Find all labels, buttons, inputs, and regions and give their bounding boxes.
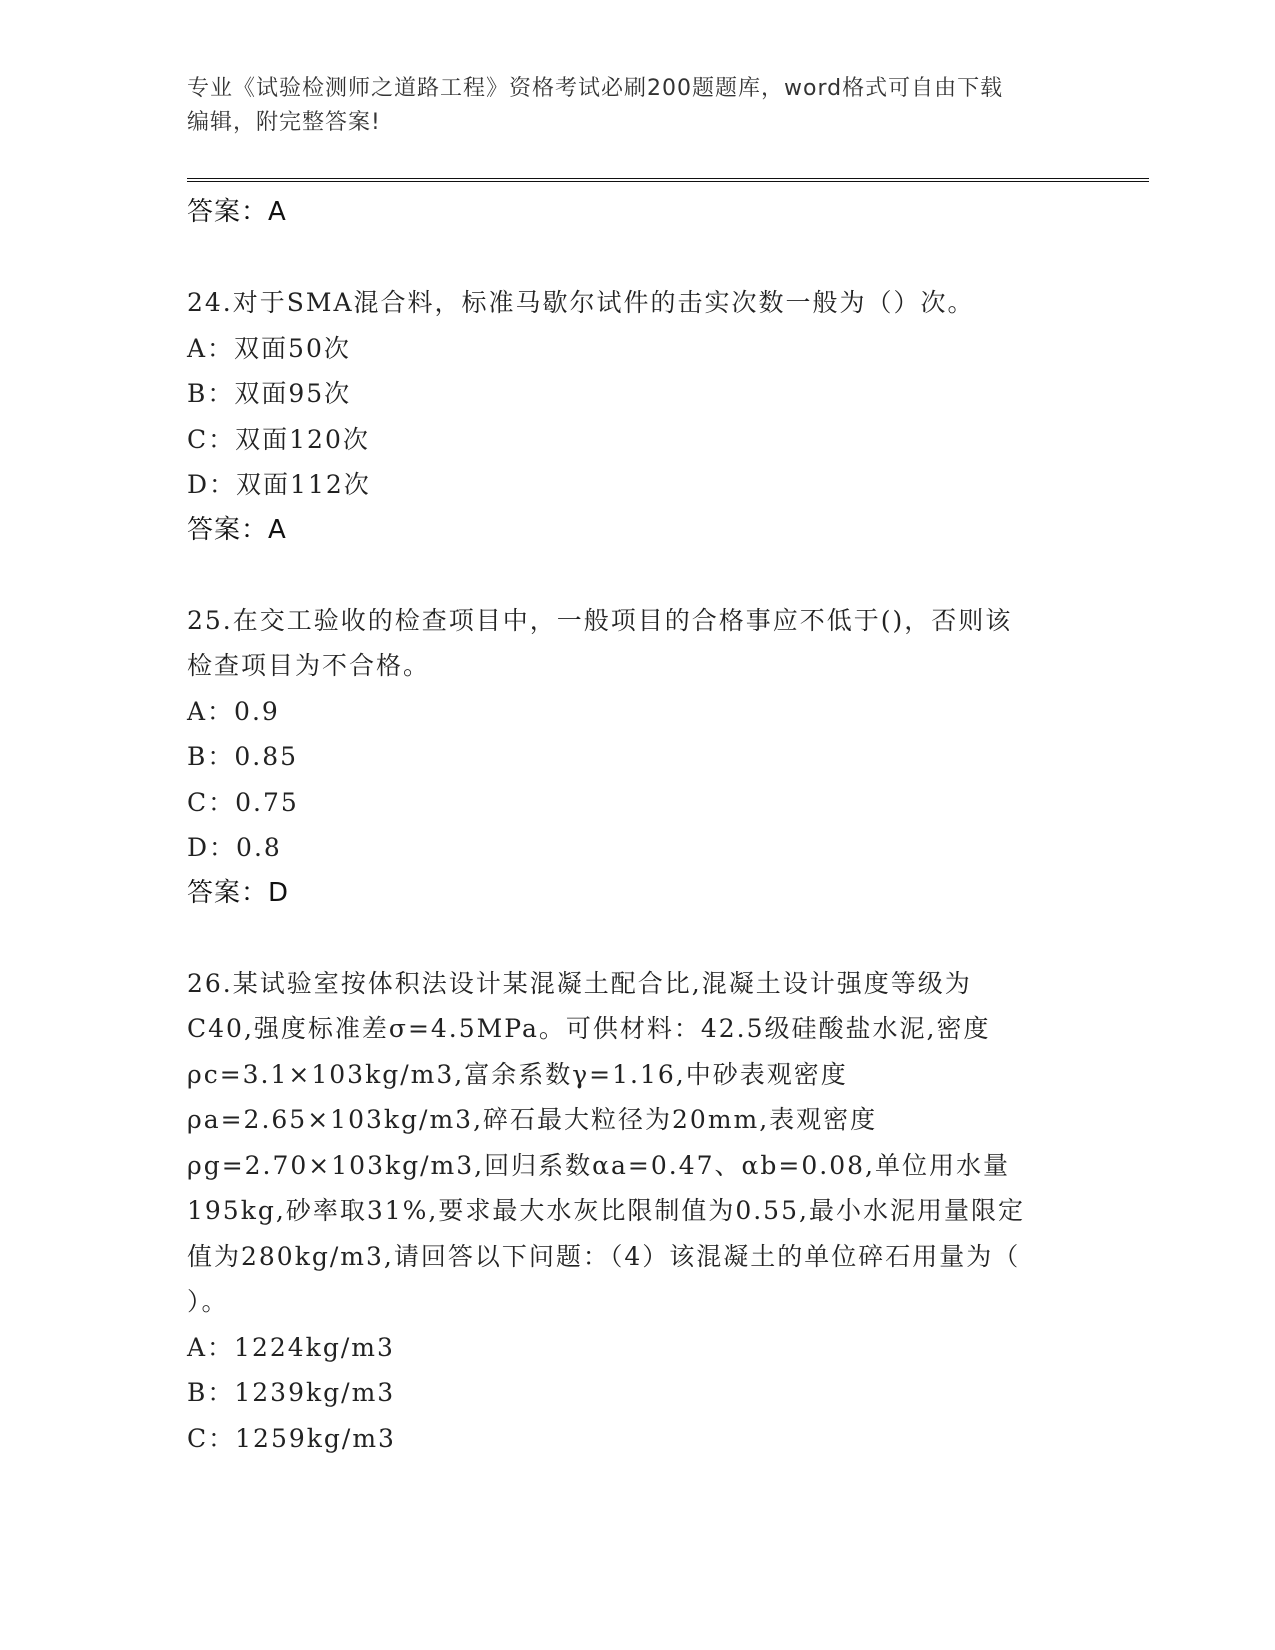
header-line-2: 编辑，附完整答案! [187, 110, 381, 135]
option-a: A：双面50次 [187, 333, 351, 363]
question-text: 25.在交工验收的检查项目中，一般项目的合格事应不低于()，否则该 [187, 605, 1013, 635]
question-text: 195kg,砂率取31%,要求最大水灰比限制值为0.55,最小水泥用量限定 [187, 1196, 1025, 1225]
question-block [187, 598, 1087, 915]
option-c: C：1259kg/m3 [187, 1423, 396, 1453]
page-header [187, 72, 1067, 140]
header-double-rule [187, 178, 1149, 182]
previous-answer: 答案：A [187, 197, 287, 227]
option-c: C：双面120次 [187, 424, 370, 454]
question-text: 24.对于SMA混合料，标准马歇尔试件的击实次数一般为（）次。 [187, 288, 975, 317]
option-d: D：双面112次 [187, 470, 371, 499]
question-text: 检查项目为不合格。 [187, 651, 431, 680]
spacer [187, 234, 1087, 280]
question-text: ρa=2.65×103kg/m3,碎石最大粒径为20mm,表观密度 [187, 1105, 878, 1134]
question-block [187, 961, 1087, 1462]
question-text: ）。 [187, 1287, 229, 1316]
header-line-1: 专业《试验检测师之道路工程》资格考试必刷200题题库，word格式可自由下载 [187, 76, 1004, 101]
spacer [187, 552, 1087, 598]
answer-line: 答案：A [187, 514, 287, 545]
option-b: B：1239kg/m3 [187, 1378, 396, 1407]
question-text: C40,强度标准差σ=4.5MPa。可供材料：42.5级硅酸盐水泥,密度 [187, 1014, 991, 1043]
question-text: ρc=3.1×103kg/m3,富余系数γ=1.16,中砂表观密度 [187, 1059, 848, 1089]
spacer [187, 915, 1087, 961]
option-d: D：0.8 [187, 833, 282, 862]
option-b: B：双面95次 [187, 379, 352, 408]
question-text: 值为280kg/m3,请回答以下问题：（4）该混凝土的单位碎石用量为（ [187, 1241, 1021, 1271]
option-a: A：1224kg/m3 [187, 1332, 395, 1362]
option-a: A：0.9 [187, 696, 280, 726]
question-text: ρg=2.70×103kg/m3,回归系数αa=0.47、αb=0.08,单位用水量 [187, 1150, 1010, 1180]
question-text: 26.某试验室按体积法设计某混凝土配合比,混凝土设计强度等级为 [187, 968, 972, 998]
document-body [187, 190, 1087, 1461]
option-c: C：0.75 [187, 787, 299, 817]
option-b: B：0.85 [187, 742, 299, 771]
answer-line: 答案：D [187, 877, 290, 908]
question-block [187, 280, 1087, 552]
